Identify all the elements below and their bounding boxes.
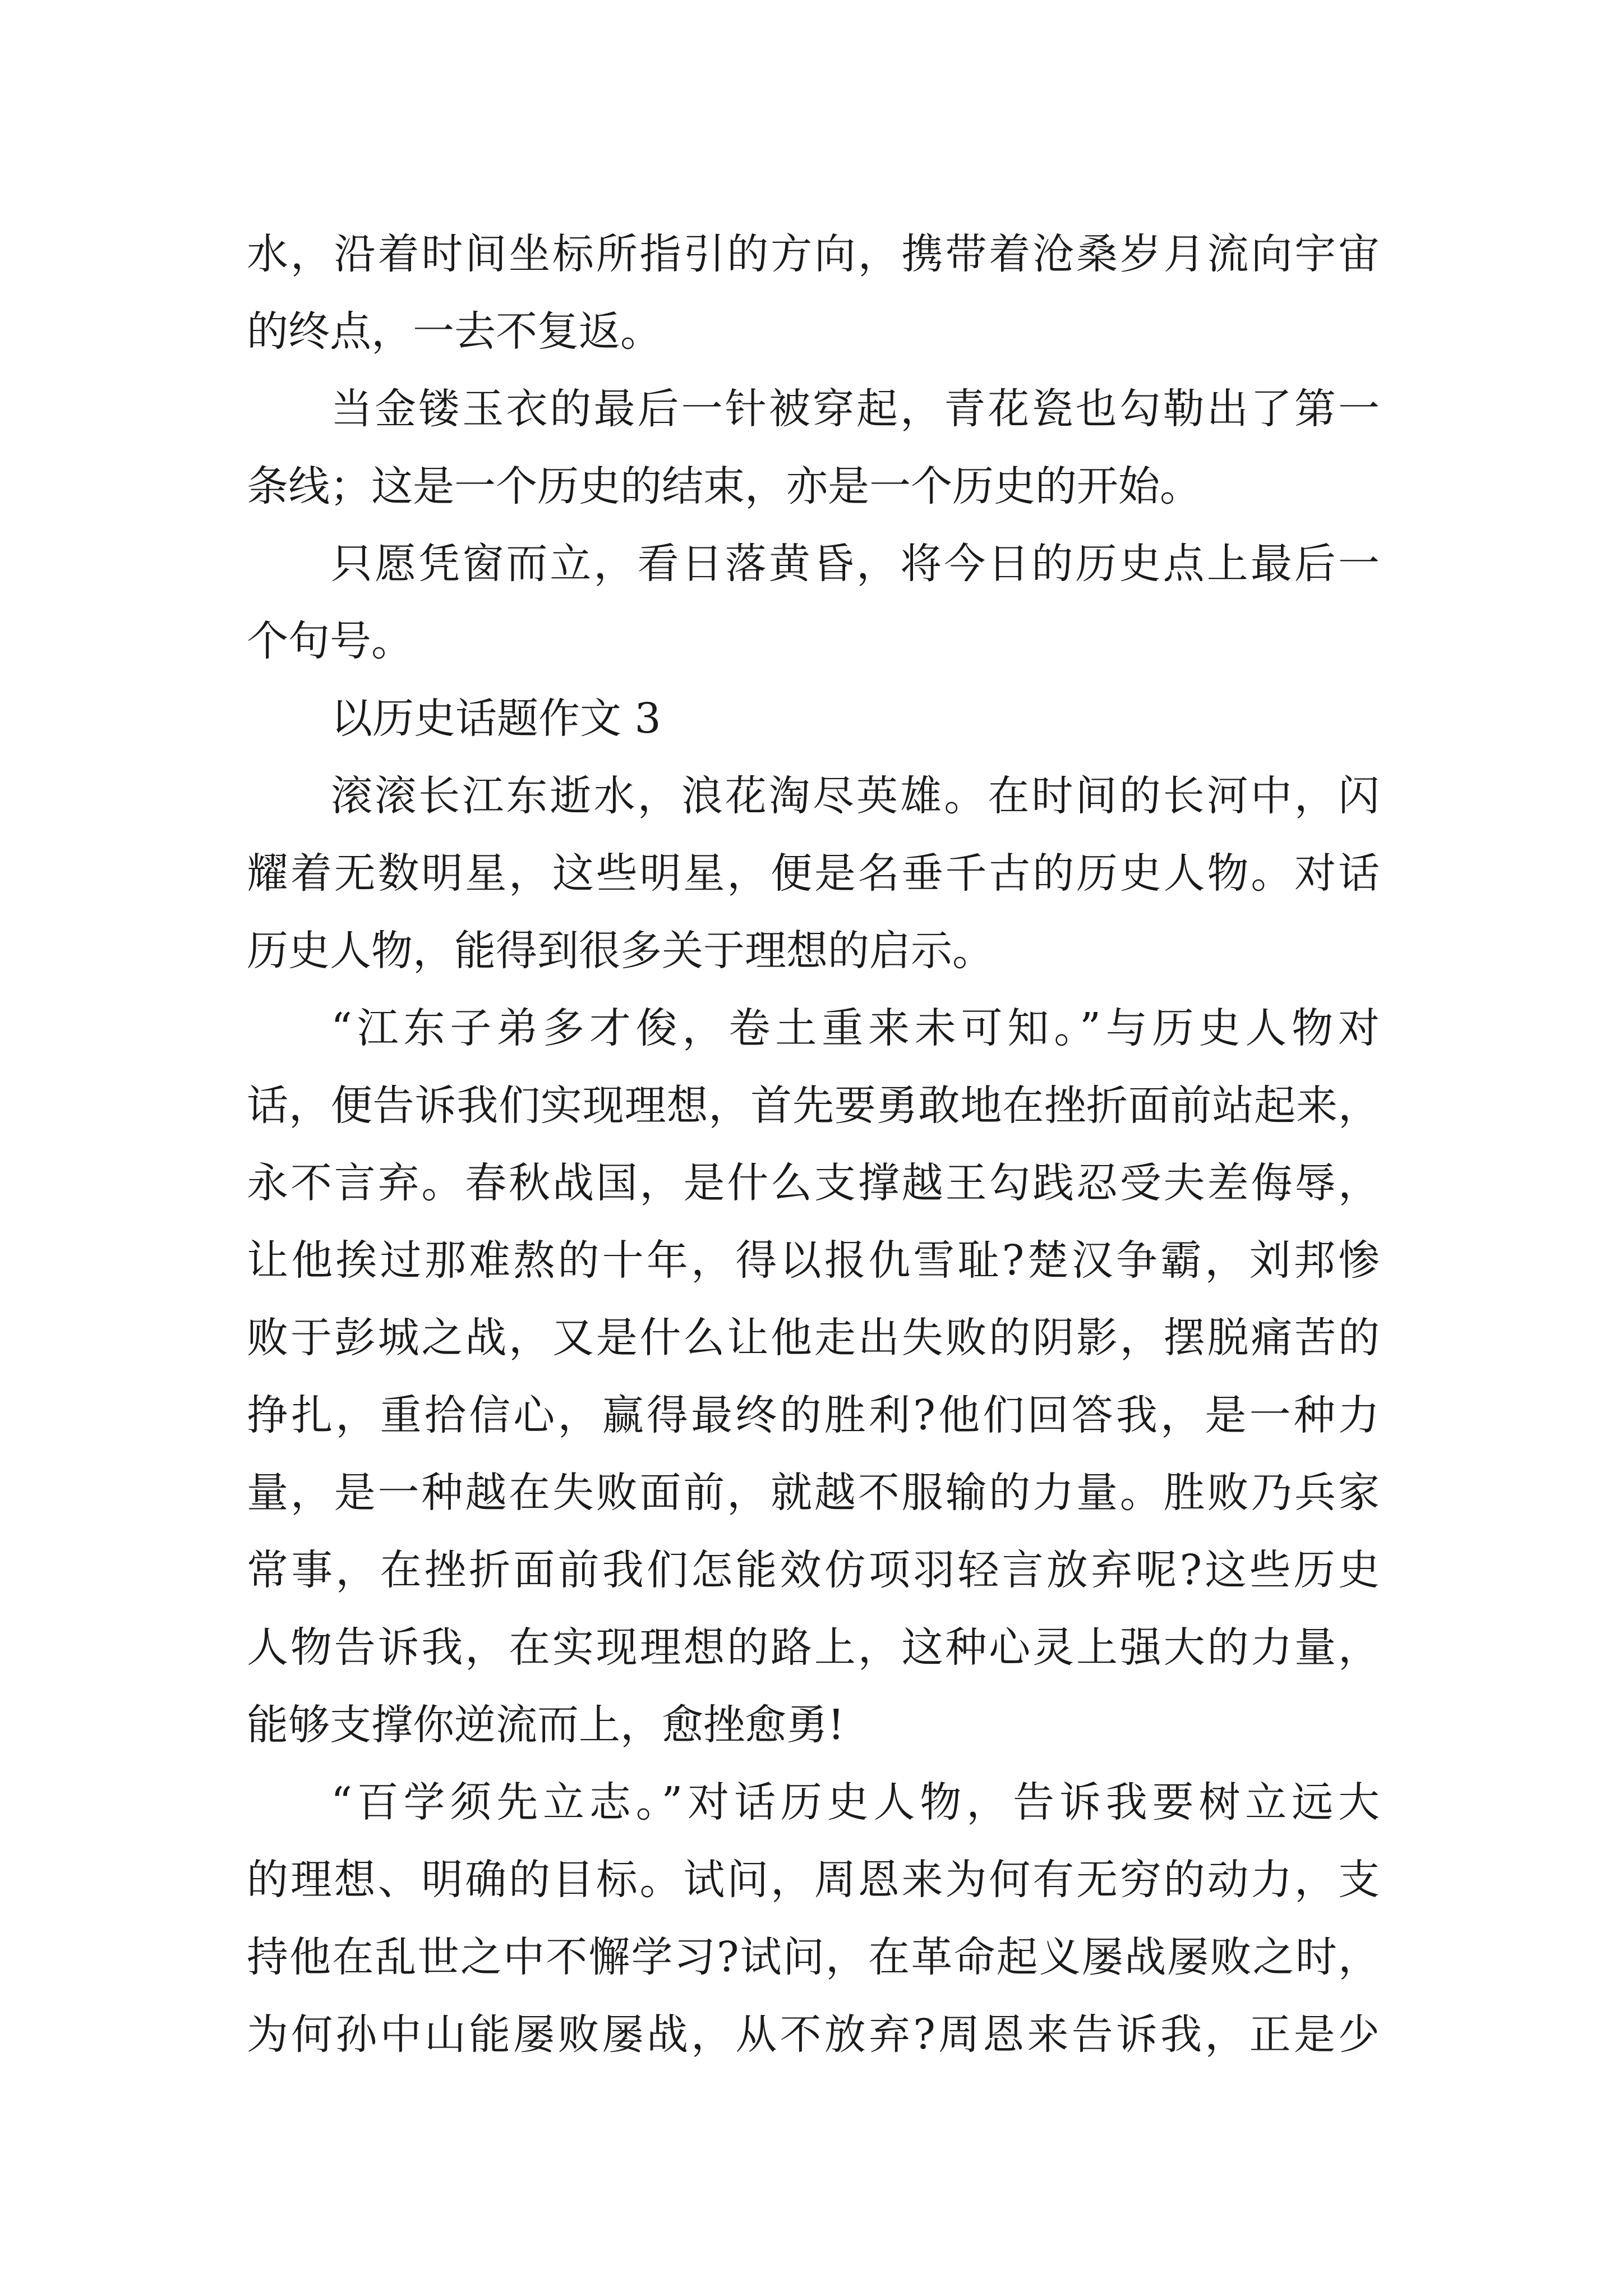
article-body: [247, 215, 1380, 2073]
text-line: 能够支撑你逆流而上，愈挫愈勇!: [247, 1701, 845, 1749]
text-line: 只愿凭窗而立，看日落黄昏，将今日的历史点上最后一: [331, 540, 1380, 588]
text-line: 水，沿着时间坐标所指引的方向，携带着沧桑岁月流向宇宙: [247, 230, 1380, 278]
text-line: 滚滚长江东逝水，浪花淘尽英雄。在时间的长河中，闪: [331, 772, 1380, 820]
text-line: 历史人物，能得到很多关于理想的启示。: [247, 927, 994, 975]
text-line: 当金镂玉衣的最后一针被穿起，青花瓷也勾勒出了第一: [331, 385, 1380, 433]
text-line: 常事，在挫折面前我们怎能效仿项羽轻言放弃呢?这些历史: [247, 1546, 1380, 1594]
text-line: 人物告诉我，在实现理想的路上，这种心灵上强大的力量，: [247, 1623, 1380, 1672]
section-heading: 以历史话题作文 3: [331, 694, 661, 743]
text-line: 为何孙中山能屡败屡战，从不放弃?周恩来告诉我，正是少: [247, 2010, 1380, 2059]
text-line: 的理想、明确的目标。试问，周恩来为何有无穷的动力，支: [247, 1856, 1380, 1904]
text-line: 个句号。: [247, 617, 413, 665]
text-line: 耀着无数明星，这些明星，便是名垂千古的历史人物。对话: [247, 849, 1380, 898]
text-line: 的终点，一去不复返。: [247, 307, 662, 356]
text-line: 挣扎，重拾信心，赢得最终的胜利?他们回答我，是一种力: [247, 1391, 1380, 1439]
text-line: “百学须先立志。”对话历史人物，告诉我要树立远大: [331, 1778, 1380, 1826]
text-line: 话，便告诉我们实现理想，首先要勇敢地在挫折面前站起来，: [247, 1082, 1380, 1130]
text-line: 持他在乱世之中不懈学习?试问，在革命起义屡战屡败之时，: [247, 1933, 1380, 1981]
text-line: “江东子弟多才俊，卷土重来未可知。”与历史人物对: [331, 1004, 1380, 1052]
text-line: 败于彭城之战，又是什么让他走出失败的阴影，摆脱痛苦的: [247, 1314, 1380, 1362]
text-line: 永不言弃。春秋战国，是什么支撑越王勾践忍受夫差侮辱，: [247, 1159, 1380, 1207]
text-line: 量，是一种越在失败面前，就越不服输的力量。胜败乃兵家: [247, 1469, 1380, 1517]
text-line: 让他挨过那难熬的十年，得以报仇雪耻?楚汉争霸，刘邦惨: [247, 1236, 1380, 1285]
text-line: 条线；这是一个历史的结束，亦是一个历史的开始。: [247, 462, 1201, 510]
